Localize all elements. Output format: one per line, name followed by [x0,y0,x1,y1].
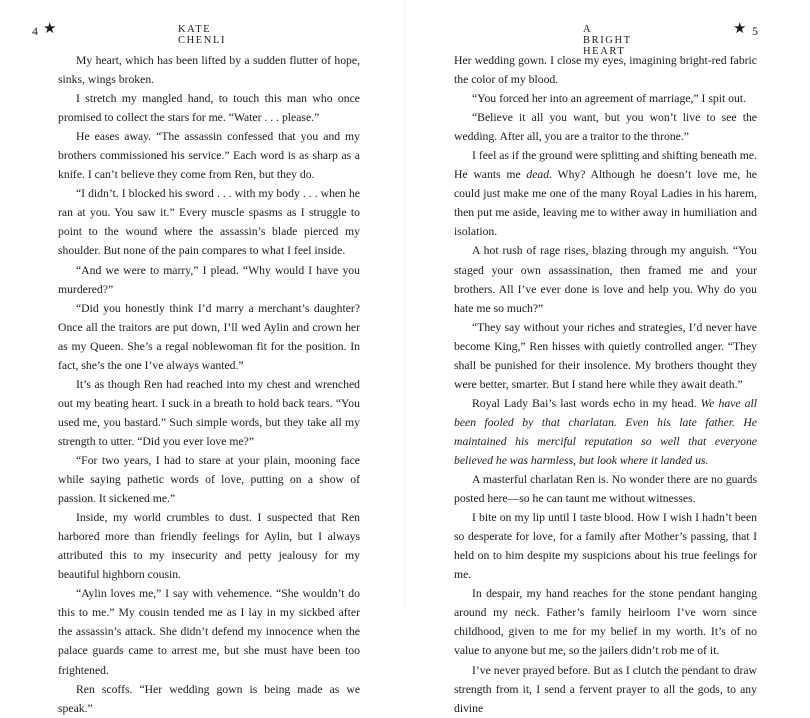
paragraph-continuation: Her wedding gown. I close my eyes, imagining bright-red fabric the color of my blood. [454,54,757,87]
star-icon: ★ [733,21,748,37]
right-page-body [454,51,757,718]
paragraph: He eases away. “The assassin confessed that you and my brothers commissioned his service.” Each word is as sharp as a knife. I can’t believe they come from Ren, but they do. [58,130,360,182]
paragraph: In despair, my hand reaches for the stone pendant hanging around my neck. Father’s family heirloom I’ve worn since childhood, given to me for my belief in my worth. It’s of no value to anyone but me, so the jailers didn’t rob me of it. [454,587,757,658]
paragraph: “They say without your riches and strategies, I’d never have become King,” Ren hisses with quietly controlled anger. “They shall be punished for their insolence. My brothers thought they were better, smarter. But I stand here while they await death.” [454,320,757,391]
paragraph: “I didn’t. I blocked his sword . . . with my body . . . when he ran at you. You saw it.” Every muscle spasms as I struggle to point to the wound where the assassin’s blade pierced my shoulder. But none of the pain compares to what I feel inside. [58,187,360,258]
paragraph: My heart, which has been lifted by a sudden flutter of hope, sinks, wings broken. [58,54,360,87]
running-head-author: KATE CHENLI [178,24,227,46]
paragraph: Inside, my world crumbles to dust. I suspected that Ren harbored more than friendly feelings for Aylin, but I always attributed this to my insecurity and petty jealousy for my beautiful highborn cousin. [58,511,360,582]
right-page [405,0,810,715]
paragraph: “And we were to marry,” I plead. “Why would I have you murdered?” [58,263,360,296]
star-icon: ★ [43,21,58,37]
italic-quote: We have all been fooled by that charlatan. Even his late father. He maintained his merciful reputation so well that everyone believed he was harmless, but look where it landed us. [454,396,758,467]
paragraph: “Aylin loves me,” I say with vehemence. “She wouldn’t do this to me.” My cousin tended me as I lay in my sickbed after the assassin’s attack. She didn’t defend my innocence when the palace guards came to arrest me, but she must have been too frightened. [58,587,360,677]
left-page-body [58,51,360,718]
page-number: 4 [32,24,38,38]
paragraph: Ren scoffs. “Her wedding gown is being made as we speak.” [58,682,360,715]
page-number: 5 [752,24,758,38]
paragraph: I stretch my mangled hand, to touch this man who once promised to collect the stars for me. “Water . . . please.” [58,92,360,125]
paragraph: “For two years, I had to stare at your plain, mooning face while saying pathetic words of love, putting on a show of passion. It sickened me.” [58,453,360,506]
paragraph: “You forced her into an agreement of marriage,” I spit out. [472,92,747,106]
paragraph: A masterful charlatan Ren is. No wonder there are no guards posted here—so he can taunt me without witnesses. [454,473,757,506]
paragraph: I bite on my lip until I taste blood. How I wish I hadn’t been so desperate for love, for a family after Mother’s passing, that I held on to him despite my suspicions about his true feelings for me. [454,511,757,582]
paragraph: It’s as though Ren had reached into my chest and wrenched out my beating heart. I suck in a breath to hold back tears. “You used me, you bastard.” Such simple words, but they take all my strength to utter. “Did you ever love me?” [58,377,360,448]
paragraph: “Did you honestly think I’d marry a merchant’s daughter? Once all the traitors are put down, I’ll wed Aylin and crown her as my Queen. She’s a regal noblewoman fit for the position. In fact, she’s the one I’ve always wanted.” [58,301,360,372]
running-head-title: A BRIGHT HEART [583,24,632,57]
paragraph: Royal Lady Bai’s last words echo in my head. We have all been fooled by that charlatan. Even his late father. He maintained his merciful reputation so well that everyone believed he was harmless, but look where it landed us. [454,396,758,467]
paragraph: I’ve never prayed before. But as I clutch the pendant to draw strength from it, I send a fervent prayer to all the gods, to any divine [454,663,757,715]
left-page [0,0,405,715]
paragraph: “Believe it all you want, but you won’t live to see the wedding. After all, you are a traitor to the throne.” [454,111,757,144]
paragraph: I feel as if the ground were splitting and shifting beneath me. He wants me dead. Why? Although he doesn’t love me, he could just make me one of the many Royal Ladies in his harem, then put me aside, leaving me to wither away in humiliation and isolation. [454,149,757,239]
italic-word: dead [526,168,550,182]
paragraph: A hot rush of rage rises, blazing through my anguish. “You staged your own assassination, then framed me and your brothers. All I’ve ever done is love and help you. Why do you hate me so much?” [454,244,757,315]
